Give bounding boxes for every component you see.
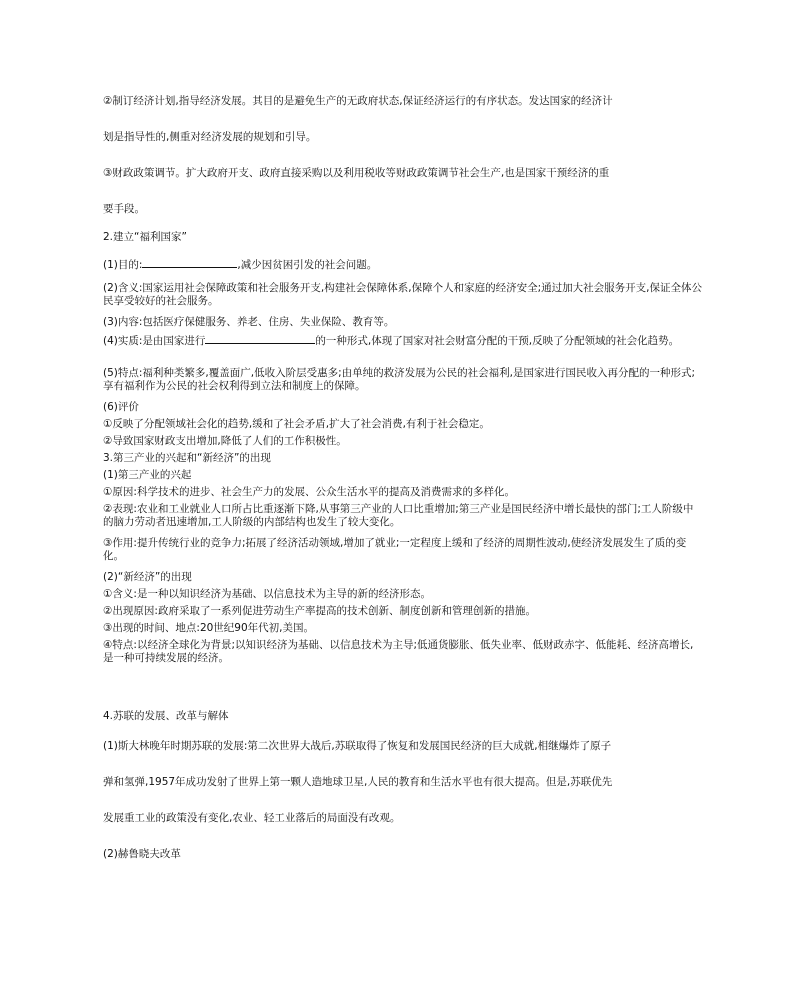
planning-line-2: 划是指导性的,侧重对经济发展的规划和引导。 [103, 131, 317, 143]
welfare-features: (5)特点:福利种类繁多,覆盖面广,低收入阶层受惠多;由单纯的救济发展为公民的社会福利,是国家进行国民收入再分配的一种形式;享有福利作为公民的社会权利得到立法和制度上的保障。 [103, 367, 695, 392]
tertiary-manifestation: ②表现:农业和工业就业人口所占比重逐渐下降,从事第三产业的人口比重增加;第三产业是国民经济中增长最快的部门;工人阶级中的脑力劳动者迅速增加,工人阶级的内部结构也发生了较大变化。 [103, 503, 694, 528]
welfare-heading: 2.建立“福利国家” [103, 231, 187, 243]
welfare-purpose-prefix: (1)目的: [103, 259, 143, 271]
planning-line-1: ②制订经济计划,指导经济发展。其目的是避免生产的无政府状态,保证经济运行的有序状态。发达国家的经济计 [103, 95, 613, 107]
fiscal-line-2: 要手段。 [103, 203, 145, 215]
soviet-stalin-line-1: (1)斯大林晚年时期苏联的发展:第二次世界大战后,苏联取得了恢复和发展国民经济的巨大成就,相继爆炸了原子 [103, 740, 612, 752]
tertiary-reason: ①原因:科学技术的进步、社会生产力的发展、公众生活水平的提高及消费需求的多样化。 [103, 486, 515, 498]
tertiary-subheading-1: (1)第三产业的兴起 [103, 469, 192, 481]
soviet-stalin-line-3: 发展重工业的政策没有变化,农业、轻工业落后的局面没有改观。 [103, 812, 401, 824]
soviet-khrushchev-heading: (2)赫鲁晓夫改革 [103, 848, 181, 860]
new-economy-meaning: ①含义:是一种以知识经济为基础、以信息技术为主导的新的经济形态。 [103, 588, 431, 600]
welfare-evaluation-heading: (6)评价 [103, 401, 139, 413]
welfare-essence-suffix: 的一种形式,体现了国家对社会财富分配的干预,反映了分配领域的社会化趋势。 [315, 335, 680, 347]
welfare-evaluation-1: ①反映了分配领域社会化的趋势,缓和了社会矛盾,扩大了社会消费,有利于社会稳定。 [103, 418, 490, 430]
welfare-meaning: (2)含义:国家运用社会保障政策和社会服务开支,构建社会保障体系,保障个人和家庭的经济安全;通过加大社会服务开支,保证全体公民享受较好的社会服务。 [103, 282, 702, 307]
welfare-purpose [103, 257, 703, 272]
tertiary-effect: ③作用:提升传统行业的竞争力;拓展了经济活动领域,增加了就业;一定程度上缓和了经济的周期性波动,使经济发展发生了质的变化。 [103, 537, 687, 562]
soviet-heading: 4.苏联的发展、改革与解体 [103, 710, 229, 722]
welfare-essence-prefix: (4)实质:是由国家进行 [103, 335, 206, 347]
welfare-evaluation-2: ②导致国家财政支出增加,降低了人们的工作积极性。 [103, 435, 347, 447]
fill-in-blank[interactable] [142, 257, 237, 268]
welfare-content: (3)内容:包括医疗保健服务、养老、住房、失业保险、教育等。 [103, 316, 395, 328]
new-economy-time-place: ③出现的时间、地点:20世纪90年代初,美国。 [103, 622, 315, 634]
new-economy-reason: ②出现原因:政府采取了一系列促进劳动生产率提高的技术创新、制度创新和管理创新的措施。 [103, 605, 536, 617]
tertiary-heading: 3.第三产业的兴起和“新经济”的出现 [103, 452, 271, 464]
soviet-stalin-line-2: 弹和氢弹,1957年成功发射了世界上第一颗人造地球卫星,人民的教育和生活水平也有很大提高。但是,苏联优先 [103, 776, 613, 788]
fiscal-line-1: ③财政政策调节。扩大政府开支、政府直接采购以及利用税收等财政政策调节社会生产,也是国家干预经济的重 [103, 167, 610, 179]
tertiary-subheading-2: (2)“新经济”的出现 [103, 571, 192, 583]
new-economy-features: ④特点:以经济全球化为背景;以知识经济为基础、以信息技术为主导;低通货膨胀、低失业率、低财政赤字、低能耗、经济高增长,是一种可持续发展的经济。 [103, 639, 694, 664]
welfare-purpose-suffix: ,减少因贫困引发的社会问题。 [237, 259, 378, 271]
fill-in-blank[interactable] [205, 333, 315, 344]
welfare-essence [103, 333, 703, 348]
